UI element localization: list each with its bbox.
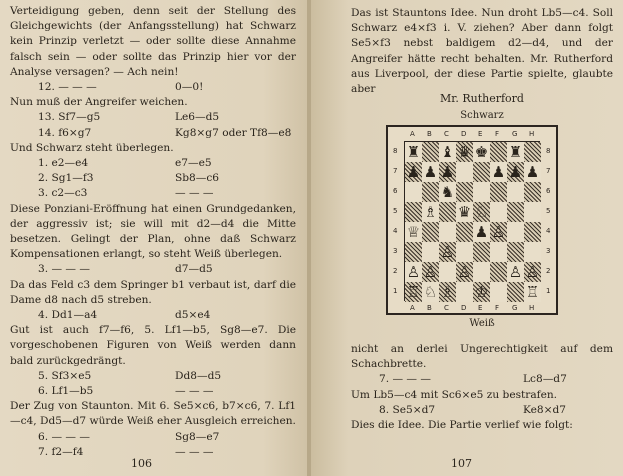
paragraph: Dies die Idee. Die Partie verlief wie folgt: [351,418,573,431]
rank-label: 3 [393,247,398,255]
white-move: 1. e2—e4 [38,156,89,169]
board-square: ♙ [508,262,523,281]
file-label: C [444,130,449,138]
file-label: H [529,130,535,138]
board-square: ♔ [474,282,489,301]
board-square [456,182,473,202]
chess-board [404,141,540,301]
board-square [507,202,524,222]
move-line [351,372,613,387]
board-square [507,282,524,302]
file-label: A [410,130,415,138]
board-square [490,202,507,222]
rank-label: 8 [393,147,398,155]
board-square [473,182,490,202]
board-square [524,242,541,262]
move-line [10,156,296,171]
file-label: D [461,304,467,312]
paragraph: Das ist Stauntons Idee. Nun droht Lb5—c4. Soll Schwarz e4×f3 i. V. ziehen? Aber dann folgt Se5×f3 nebst baldigem d2—d4, und der Angreifer hätte recht behalten. Mr. Rutherford aus Liverpool, der diese Partie spielte, glaubte aber [351,7,613,96]
board-square: ♙ [491,222,506,241]
file-label: B [427,304,432,312]
paragraph: Da das Feld c3 dem Springer b1 verbaut ist, darf die Dame d8 nach d5 streben. [10,278,296,306]
board-square [439,202,456,222]
rank-label: 5 [546,207,551,215]
white-move: 5. Sf3×e5 [38,369,92,382]
board-square: ♖ [406,282,421,301]
diagram-bottom-label: Weiß [469,318,495,329]
rank-label: 6 [393,187,398,195]
board-square [490,242,507,262]
black-move: Dd8—d5 [175,369,222,382]
diagram-top-label: Schwarz [460,110,504,121]
black-move: Lc8—d7 [523,373,567,386]
move-line [10,384,296,399]
board-square [456,242,473,262]
white-move: 3. — — — [38,263,90,276]
page-number-left: 106 [131,457,152,470]
board-square: ♟ [423,162,438,181]
paragraph: Um Lb5—c4 mit Sc6×e5 zu bestrafen. [351,388,558,401]
board-square: ♜ [508,142,523,161]
left-text-column [10,4,296,460]
board-square [456,222,473,242]
black-move: Sg8—e7 [175,430,220,443]
file-label: E [478,130,483,138]
board-square [490,282,507,302]
move-line [10,369,296,384]
move-line [10,80,296,95]
diagram-title: Mr. Rutherford [440,92,524,105]
board-square [473,162,490,182]
board-square [507,222,524,242]
rank-label: 2 [546,267,551,275]
white-move: 12. — — — [38,81,97,94]
board-square: ♛ [457,142,472,161]
board-square: ♙ [423,262,438,281]
board-square [524,182,541,202]
paragraph: Der Zug von Staunton. Mit 6. Se5×c6, b7×c6, 7. Lf1—c4, Dd5—d7 würde Weiß eher Ausgleich erreichen. [10,400,296,428]
black-move: Kg8×g7 oder Tf8—e8 [175,126,292,139]
paragraph: Verteidigung geben, denn seit der Stellung des Gleichgewichts (der Anfangsstellung) hat Schwarz kein Prinzip verletzt — oder sollte diese Annahme falsch sein — oder sollte das Prinzip hier vor der Analyse versagen? — Ach nein! [10,5,296,78]
rank-label: 8 [546,147,551,155]
board-square [456,162,473,182]
white-move: 14. f6×g7 [38,126,92,139]
move-line [10,171,296,186]
board-square: ♟ [525,162,540,181]
board-square: ♖ [525,282,540,301]
file-label: B [427,130,432,138]
move-line [351,403,613,418]
file-label: D [461,130,467,138]
rank-label: 1 [546,287,551,295]
black-move: — — — [175,187,214,200]
white-move: 6. — — — [38,430,90,443]
board-square: ♞ [440,182,455,201]
board-square [507,182,524,202]
board-square: ♘ [474,202,489,221]
move-line [10,186,296,201]
black-move: Ke8×d7 [523,403,567,416]
rank-label: 7 [546,167,551,175]
board-square: ♜ [406,142,421,161]
move-line [10,126,296,141]
white-move: 13. Sf7—g5 [38,111,101,124]
file-label: G [512,304,518,312]
white-move: 8. Se5×d7 [379,403,436,416]
board-square [422,142,439,162]
rank-label: 3 [546,247,551,255]
rank-label: 7 [393,167,398,175]
board-square: ♙ [457,262,472,281]
white-move: 6. Lf1—b5 [38,384,94,397]
rank-label: 2 [393,267,398,275]
move-line [10,308,296,323]
chess-diagram [386,125,558,315]
board-square: ♕ [406,222,421,241]
file-label: F [495,130,500,138]
rank-label: 4 [393,227,398,235]
board-square: ♟ [474,222,489,241]
black-move: — — — [175,445,214,458]
board-square [405,242,422,262]
file-label: E [478,304,483,312]
white-move: 4. Dd1—a4 [38,308,98,321]
rank-label: 6 [546,187,551,195]
move-line [10,430,296,445]
left-page [0,0,309,476]
rank-label: 1 [393,287,398,295]
paragraph: nicht an derlei Ungerechtigkeit auf dem Schachbrette. [351,343,613,371]
board-square [473,242,490,262]
file-label: C [444,304,449,312]
black-move: Le6—d5 [175,111,220,124]
paragraph: Und Schwarz steht überlegen. [10,141,174,154]
right-top-paragraph [351,6,613,97]
board-square: ♚ [474,142,489,161]
board-square: ♙ [440,242,455,261]
file-label: F [495,304,500,312]
black-move: — — — [175,384,214,397]
board-square: ♝ [440,142,455,161]
board-square [524,142,541,162]
board-square: ♙ [406,262,421,281]
black-move: Sb8—c6 [175,172,220,185]
board-square [490,262,507,282]
board-square [439,222,456,242]
board-square: ♟ [406,162,421,181]
white-move: 7. f2—f4 [38,445,84,458]
paragraph: Gut ist auch f7—f6, 5. Lf1—b5, Sg8—e7. Die vorgeschobenen Figuren von Weiß werden dann bald zurückgedrängt. [10,324,296,367]
board-square [405,202,422,222]
move-line [10,262,296,277]
board-square [473,262,490,282]
board-square: ♘ [423,282,438,301]
board-square: ♗ [440,282,455,301]
board-square [422,222,439,242]
board-square: ♟ [491,162,506,181]
board-square: ♟ [440,162,455,181]
move-line [10,445,296,460]
board-square: ♗ [423,202,438,221]
board-square [524,202,541,222]
right-bottom-text [351,342,613,433]
black-move: d5×e4 [175,308,211,321]
board-square [422,242,439,262]
board-square: ♙ [525,262,540,281]
board-square [456,282,473,302]
rank-label: 5 [393,207,398,215]
board-square [524,222,541,242]
move-line [10,110,296,125]
board-square [507,242,524,262]
white-move: 7. — — — [379,373,431,386]
board-square [422,182,439,202]
board-square [490,182,507,202]
board-square: ♟ [508,162,523,181]
file-label: H [529,304,535,312]
paragraph: Nun muß der Angreifer weichen. [10,96,188,109]
file-label: A [410,304,415,312]
file-label: G [512,130,518,138]
black-move: d7—d5 [175,263,213,276]
board-square: ♛ [457,202,472,221]
rank-label: 4 [546,227,551,235]
paragraph: Diese Ponziani-Eröffnung hat einen Grundgedanken, der aggressiv ist; sie will mit d2—d4 die Mitte besetzen. Gelingt der Plan, ohne daß Schwarz Kompensationen erlangt, so steht Weiß überlegen. [10,202,296,261]
white-move: 3. c2—c3 [38,187,88,200]
board-square [490,142,507,162]
board-square [405,182,422,202]
board-square [439,262,456,282]
white-move: 2. Sg1—f3 [38,172,94,185]
page-number-right: 107 [451,457,472,470]
black-move: 0—0! [175,81,204,94]
black-move: e7—e5 [175,156,212,169]
